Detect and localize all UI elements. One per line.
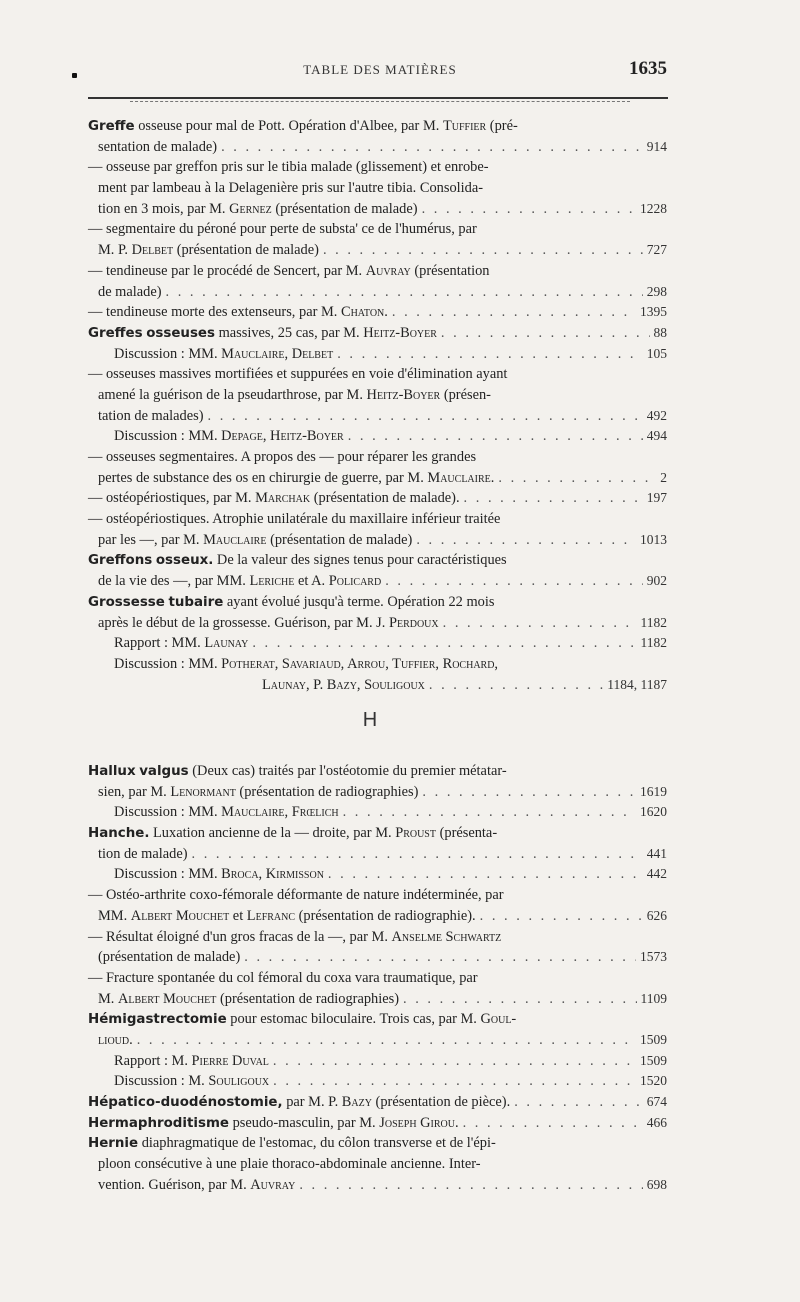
dot-leader xyxy=(416,530,636,551)
entry-text xyxy=(98,199,418,220)
page-reference: 674 xyxy=(646,1094,667,1109)
entry-text xyxy=(114,656,498,672)
entry-text xyxy=(114,344,333,365)
entry-text-segment: — segmentaire du péroné pour perte de substa' ce de l'humérus, par xyxy=(88,221,477,238)
entry-text xyxy=(98,137,217,158)
entry-text-segment: osseuse pour mal de Pott. Opération d'Albee, par M. xyxy=(134,118,443,134)
index-section-h xyxy=(88,761,667,1195)
author-name: Policard xyxy=(328,573,382,590)
entry-text xyxy=(88,263,489,279)
entry-text xyxy=(88,763,507,779)
index-entry-line xyxy=(88,302,667,323)
entry-text-segment: Rapport : MM. xyxy=(114,635,205,652)
author-name: Auvray xyxy=(365,262,411,279)
entry-text-segment: (Deux cas) traités par l'ostéotomie du premier métatar- xyxy=(188,763,507,779)
entry-text xyxy=(98,180,483,196)
entry-text-segment: — Fracture spontanée du col fémoral du coxa vara traumatique, par xyxy=(88,969,478,986)
entry-text-segment: — tendineuse par le procédé de Sencert, par M. xyxy=(88,262,366,279)
entry-text-segment: (pré- xyxy=(486,118,518,134)
entry-text xyxy=(88,1011,516,1027)
dot-leader xyxy=(422,199,636,220)
author-name: Mauclaire, Frœlich xyxy=(221,804,339,821)
entry-text-segment: tion en 3 mois, par M. xyxy=(98,200,230,217)
entry-text-segment: (présenta- xyxy=(435,825,498,842)
author-name: Tuffier xyxy=(442,118,487,134)
entry-text-segment: — ostéopériostiques, par M. xyxy=(88,490,256,507)
entry-text-segment: Discussion : MM. xyxy=(114,345,222,362)
page-reference: 902 xyxy=(646,573,667,589)
entry-text-segment: Discussion : M. xyxy=(114,1073,209,1090)
index-entry-line xyxy=(88,199,667,220)
page-reference: 494 xyxy=(646,428,667,444)
author-name: Mauclaire xyxy=(203,531,267,548)
entry-text-segment: Discussion : MM. xyxy=(114,804,222,821)
page-reference: 1182 xyxy=(640,614,667,630)
author-name: Perdoux xyxy=(388,614,439,631)
index-entry-line xyxy=(88,675,667,696)
index-entry-line xyxy=(88,240,667,261)
dot-leader xyxy=(273,1051,636,1072)
entry-text xyxy=(98,282,162,303)
author-name: Bazy xyxy=(341,1094,372,1110)
author-name: Potherat, Savariaud, Arrou, Tuffier, Rochard, xyxy=(221,655,499,672)
entry-text xyxy=(98,613,439,634)
index-entry-line xyxy=(88,633,667,654)
entry-text xyxy=(114,633,248,654)
section-letter-heading: H xyxy=(362,709,378,731)
entry-text xyxy=(88,887,504,903)
entry-keyword: Greffes xyxy=(88,325,143,341)
author-name: Proust xyxy=(395,825,436,842)
entry-text-segment: M. xyxy=(98,990,118,1007)
dot-leader xyxy=(403,989,636,1010)
page-reference: 1228 xyxy=(640,200,667,216)
author-name: Depage, Heitz-Boyer xyxy=(221,428,344,445)
dot-leader xyxy=(244,947,636,968)
running-header-title: TABLE DES MATIÈRES xyxy=(303,62,457,77)
page-reference: 626 xyxy=(646,907,667,923)
entry-text-segment: (présentation de radiographie). xyxy=(295,907,476,924)
entry-text-segment: pertes de substance des os en chirurgie de guerre, par M. xyxy=(98,469,428,486)
index-entry-line xyxy=(88,782,667,803)
page-reference: 1395 xyxy=(640,304,667,320)
entry-text xyxy=(88,159,489,175)
entry-text-segment: — osseuses segmentaires. A propos des — pour réparer les grandes xyxy=(88,449,477,465)
dot-leader xyxy=(208,406,643,427)
entry-text xyxy=(98,468,494,489)
index-entry-line xyxy=(88,592,667,613)
page-number: 1635 xyxy=(629,58,667,79)
dot-leader xyxy=(464,488,643,509)
entry-text xyxy=(88,221,477,237)
page-reference: 197 xyxy=(646,490,667,506)
entry-keyword: osseuses xyxy=(146,325,215,341)
page-reference: 442 xyxy=(646,866,667,882)
author-name: Mauclaire, Delbet xyxy=(221,345,334,362)
entry-text-segment: et A. xyxy=(294,573,329,590)
entry-text xyxy=(98,1030,133,1051)
index-entry-line xyxy=(88,654,667,675)
index-entry-line xyxy=(88,1154,667,1175)
entry-text xyxy=(114,1051,269,1072)
entry-text-segment: — Résultat éloigné d'un gros fracas de la —, par M. xyxy=(88,928,392,945)
index-entry-line xyxy=(88,571,667,592)
index-entry-line xyxy=(88,1030,667,1051)
index-entry-line xyxy=(88,344,667,365)
page-reference: 914 xyxy=(646,138,667,154)
entry-keyword: osseux. xyxy=(155,553,214,569)
dot-leader xyxy=(299,1175,642,1196)
entry-text xyxy=(88,970,478,986)
page-reference: 1013 xyxy=(640,531,667,547)
entry-text-segment: (présentation de malade). xyxy=(310,490,460,507)
author-name: Anselme Schwartz xyxy=(391,928,502,945)
index-entry-line xyxy=(88,844,667,865)
entry-keyword: Greffe xyxy=(88,119,135,134)
entry-keyword: Hémigastrectomie xyxy=(88,1012,227,1028)
author-name: Albert Mouchet xyxy=(118,990,217,1007)
entry-text-segment: (présentation de pièce). xyxy=(371,1094,511,1110)
index-entry-line xyxy=(88,823,667,844)
entry-text-segment: vention. Guérison, par M. xyxy=(98,1176,251,1193)
entry-text-segment: ment par lambeau à la Delagenière pris sur l'autre tibia. Consolida- xyxy=(98,180,484,197)
header-rule-secondary xyxy=(130,101,630,102)
page-reference: 441 xyxy=(646,845,667,861)
author-name: Delbet xyxy=(131,242,174,259)
index-entry-line xyxy=(88,927,667,948)
entry-text-segment: après le début de la grossesse. Guérison, par M. J. xyxy=(98,614,389,631)
entry-text-segment: Discussion : MM. xyxy=(114,866,222,883)
entry-text-segment: (présentation xyxy=(410,262,490,279)
dot-leader xyxy=(422,782,636,803)
author-name: Chaton xyxy=(340,304,385,321)
entry-keyword: Grossesse xyxy=(88,594,165,610)
author-name: Souligoux xyxy=(208,1073,270,1090)
entry-text-segment: Luxation ancienne de la — droite, par M. xyxy=(149,825,396,842)
index-entry-line xyxy=(88,282,667,303)
page-reference: 1182 xyxy=(640,635,667,651)
index-entry-line xyxy=(88,864,667,885)
entry-text-segment: par M. P. xyxy=(282,1094,342,1110)
entry-text xyxy=(88,449,476,465)
dot-leader xyxy=(443,613,637,634)
dot-leader xyxy=(392,302,636,323)
entry-text xyxy=(88,1092,510,1114)
author-name: Leriche xyxy=(249,573,295,590)
entry-text-segment: tion de malade) xyxy=(98,845,188,862)
dot-leader xyxy=(441,323,650,344)
index-entry-line xyxy=(88,1113,667,1134)
entry-keyword: tubaire xyxy=(168,594,224,610)
index-entry-line xyxy=(88,426,667,447)
index-entry-line xyxy=(88,906,667,927)
page-reference: 1573 xyxy=(640,949,667,965)
dot-leader xyxy=(429,675,603,696)
entry-text-segment: par les —, par M. xyxy=(98,531,204,548)
index-entry-line xyxy=(88,178,667,199)
entry-text xyxy=(88,1113,459,1135)
entry-text xyxy=(98,782,418,803)
entry-text xyxy=(88,1135,496,1151)
dot-leader xyxy=(252,633,636,654)
entry-text xyxy=(98,989,399,1010)
dot-leader xyxy=(480,906,643,927)
page-reference: 1509 xyxy=(640,1052,667,1068)
index-entry-line xyxy=(88,885,667,906)
index-entry-line xyxy=(88,219,667,240)
entry-text-segment: De la valeur des signes tenus pour caractéristiques xyxy=(213,552,507,569)
entry-text-segment: . xyxy=(454,1114,459,1131)
entry-text xyxy=(88,366,507,382)
page-reference: 1620 xyxy=(640,804,667,820)
dot-leader xyxy=(514,1092,643,1113)
index-entry-line xyxy=(88,802,667,823)
index-entry-line xyxy=(88,530,667,551)
entry-text xyxy=(88,929,501,945)
entry-text xyxy=(98,406,204,427)
author-name: Lenormant xyxy=(170,783,236,800)
page-reference: 727 xyxy=(646,242,667,258)
entry-text xyxy=(98,387,491,403)
author-name: Launay xyxy=(204,635,249,652)
entry-text xyxy=(88,594,494,610)
page-reference: 298 xyxy=(646,283,667,299)
index-entry-line xyxy=(88,550,667,571)
entry-text xyxy=(262,675,425,696)
index-entry-line xyxy=(88,613,667,634)
page-reference: 1520 xyxy=(640,1073,667,1089)
author-name: Joseph Girou xyxy=(379,1114,455,1131)
page-reference: 1509 xyxy=(640,1031,667,1047)
page-reference: 1109 xyxy=(640,990,667,1006)
entry-text-segment: massives, 25 cas, par M. xyxy=(214,324,364,341)
index-entry-line xyxy=(88,261,667,282)
index-entry-line xyxy=(88,137,667,158)
page-reference: 2 xyxy=(660,469,667,485)
author-name: Auvray xyxy=(250,1176,296,1193)
entry-text-segment: (présentation de malade) xyxy=(271,200,418,217)
entry-text xyxy=(88,488,460,509)
index-entry-line xyxy=(88,1175,667,1196)
dot-leader xyxy=(463,1113,643,1134)
entry-text-segment: diaphragmatique de l'estomac, du côlon transverse et de l'épi- xyxy=(138,1135,496,1152)
dot-leader xyxy=(137,1030,636,1051)
entry-text-segment: (présentation de malade) xyxy=(98,949,241,966)
entry-text-segment: et xyxy=(229,907,247,924)
page-reference: 88 xyxy=(653,324,667,340)
entry-text-segment: pour estomac biloculaire. Trois cas, par M. xyxy=(226,1011,481,1028)
entry-text-segment: (présentation de malade) xyxy=(266,531,413,548)
dot-leader xyxy=(337,344,643,365)
entry-keyword: Hépatico-duodénostomie, xyxy=(88,1095,283,1110)
dot-leader xyxy=(498,468,656,489)
index-entry-line xyxy=(88,1051,667,1072)
entry-text-segment: (présentation de radiographies) xyxy=(235,783,419,800)
author-name: Goul- xyxy=(480,1011,517,1028)
dot-leader xyxy=(348,426,643,447)
index-entry-line xyxy=(88,364,667,385)
dot-leader xyxy=(192,844,643,865)
entry-text-segment: Rapport : M. xyxy=(114,1052,192,1069)
entry-text-segment: Discussion : MM. xyxy=(114,428,222,445)
entry-keyword: Hermaphroditisme xyxy=(88,1115,229,1131)
entry-text xyxy=(88,552,507,568)
entry-text xyxy=(114,1071,269,1092)
index-entry-line xyxy=(88,157,667,178)
entry-text-segment: sentation de malade) xyxy=(98,138,218,155)
entry-text-segment: — tendineuse morte des extenseurs, par M. xyxy=(88,304,341,321)
entry-text-segment: de malade) xyxy=(98,283,162,300)
entry-text-segment: (présentation de malade) xyxy=(173,242,319,259)
entry-text-segment: pseudo-masculin, par M. xyxy=(228,1114,380,1131)
page-reference: 105 xyxy=(646,345,667,361)
dot-leader xyxy=(385,571,643,592)
entry-text-segment: — Ostéo-arthrite coxo-fémorale déformante de nature indéterminée, par xyxy=(88,887,504,904)
page-reference: 698 xyxy=(646,1176,667,1192)
entry-text-segment: . xyxy=(129,1031,133,1048)
dot-leader xyxy=(221,137,643,158)
entry-text xyxy=(88,825,497,841)
entry-text-segment: — osseuse par greffon pris sur le tibia malade (glissement) et enrobe- xyxy=(88,159,489,176)
entry-text-segment: Discussion : MM. xyxy=(114,655,222,672)
entry-text-segment: — ostéopériostiques. Atrophie unilatérale du maxillaire inférieur traitée xyxy=(88,511,501,528)
author-name: Launay, P. Bazy, Souligoux xyxy=(262,676,425,693)
author-name: Marchak xyxy=(255,490,311,507)
entry-text xyxy=(98,947,240,968)
entry-text-segment: — osseuses massives mortifiées et suppurées en voie d'élimination ayant xyxy=(88,366,508,383)
entry-text xyxy=(88,323,437,345)
entry-text-segment: tation de malades) xyxy=(98,407,204,424)
entry-text xyxy=(114,864,324,885)
index-entry-line xyxy=(88,406,667,427)
author-name: lioud xyxy=(98,1031,130,1048)
entry-text xyxy=(98,240,319,261)
entry-text xyxy=(98,844,188,865)
index-entry-line xyxy=(88,323,667,344)
index-entry-line xyxy=(88,1092,667,1113)
dot-leader xyxy=(323,240,643,261)
index-entry-line xyxy=(88,385,667,406)
entry-text-segment: MM. xyxy=(98,907,131,924)
entry-text xyxy=(98,1156,481,1172)
author-name: Mauclaire xyxy=(427,469,491,486)
index-entry-line xyxy=(88,1133,667,1154)
index-entry-line xyxy=(88,761,667,782)
author-name: Heitz-Boyer xyxy=(366,386,441,403)
author-name: Lefranc xyxy=(246,907,296,924)
dot-leader xyxy=(166,282,643,303)
index-entry-line xyxy=(88,488,667,509)
entry-text xyxy=(88,511,500,527)
entry-text-segment: (présen- xyxy=(440,386,491,403)
header-rule xyxy=(88,97,668,99)
entry-text xyxy=(98,571,381,592)
entry-text xyxy=(88,302,388,323)
entry-text-segment: . xyxy=(490,469,495,486)
dot-leader xyxy=(343,802,636,823)
entry-text-segment: ayant évolué jusqu'à terme. Opération 22 mois xyxy=(223,593,495,610)
page-reference: 1619 xyxy=(640,783,667,799)
dot-leader xyxy=(328,864,643,885)
entry-text xyxy=(98,906,476,927)
author-name: Gernez xyxy=(229,200,272,217)
entry-keyword: Greffons xyxy=(88,553,153,569)
entry-text-segment: . xyxy=(384,304,388,321)
author-name: Broca, Kirmisson xyxy=(221,866,324,883)
entry-text-segment: sien, par M. xyxy=(98,783,171,800)
entry-keyword: Hallux xyxy=(88,764,136,779)
index-section-g xyxy=(88,116,667,695)
entry-text xyxy=(98,530,412,551)
entry-text xyxy=(98,1175,295,1196)
index-entry-line xyxy=(88,468,667,489)
index-entry-line xyxy=(88,116,667,137)
entry-text-segment: de la vie des —, par MM. xyxy=(98,573,250,590)
index-entry-line xyxy=(88,968,667,989)
index-entry-line xyxy=(88,509,667,530)
author-name: Albert Mouchet xyxy=(130,907,230,924)
index-entry-line xyxy=(88,1009,667,1030)
entry-text-segment: ploon consécutive à une plaie thoraco-abdominale ancienne. Inter- xyxy=(98,1156,481,1173)
entry-text-segment: amené la guérison de la pseudarthrose, par M. xyxy=(98,386,367,403)
entry-text xyxy=(88,118,518,134)
author-name: Heitz-Boyer xyxy=(363,324,437,341)
entry-text xyxy=(114,802,339,823)
entry-keyword: valgus xyxy=(139,764,189,779)
page-reference: 1184, 1187 xyxy=(607,676,667,692)
entry-text-segment: M. P. xyxy=(98,242,132,259)
page-reference: 492 xyxy=(646,407,667,423)
entry-keyword: Hanche. xyxy=(88,826,150,842)
entry-keyword: Hernie xyxy=(88,1136,139,1152)
index-entry-line xyxy=(88,447,667,468)
author-name: Pierre Duval xyxy=(191,1052,269,1069)
entry-text xyxy=(114,426,344,447)
index-entry-line xyxy=(88,947,667,968)
page-reference: 466 xyxy=(646,1114,667,1130)
index-entry-line xyxy=(88,989,667,1010)
entry-text-segment: (présentation de radiographies) xyxy=(216,990,400,1007)
dot-leader xyxy=(273,1071,636,1092)
index-entry-line xyxy=(88,1071,667,1092)
